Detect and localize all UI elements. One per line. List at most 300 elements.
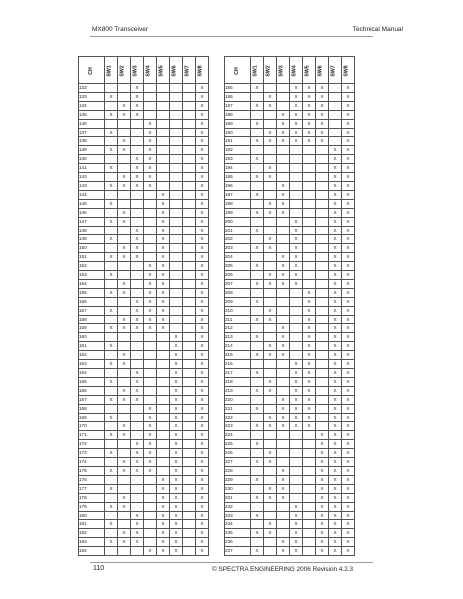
switch-cell-sw5: X: [303, 297, 316, 306]
channel-number: 223: [225, 422, 251, 431]
switch-cell-sw7: [183, 404, 196, 413]
switch-cell-sw3: X: [131, 520, 144, 529]
switch-cell-sw8: X: [342, 84, 355, 93]
switch-cell-sw5: X: [303, 395, 316, 404]
switch-cell-sw5: X: [303, 137, 316, 146]
column-header-label: SW6: [172, 64, 179, 77]
switch-cell-sw2: [118, 413, 131, 422]
switch-cell-sw7: [183, 101, 196, 110]
switch-cell-sw5: [303, 217, 316, 226]
switch-cell-sw2: X: [264, 315, 277, 324]
switch-cell-sw5: X: [303, 369, 316, 378]
switch-cell-sw5: X: [303, 306, 316, 315]
table-row: [79, 279, 209, 288]
switch-cell-sw2: [264, 84, 277, 93]
switch-cell-sw1: [251, 199, 264, 208]
switch-cell-sw1: [251, 128, 264, 137]
switch-cell-sw4: [144, 101, 157, 110]
switch-cell-sw8: X: [342, 529, 355, 538]
table-row: [79, 217, 209, 226]
switch-cell-sw4: X: [144, 137, 157, 146]
switch-cell-sw8: X: [342, 404, 355, 413]
switch-cell-sw4: X: [290, 271, 303, 280]
table-row: [225, 377, 355, 386]
switch-cell-sw4: [144, 502, 157, 511]
table-row: [225, 84, 355, 93]
column-header-sw3: [131, 57, 144, 84]
switch-cell-sw4: [144, 199, 157, 208]
switch-cell-sw6: [316, 360, 329, 369]
channel-number: 221: [225, 404, 251, 413]
switch-cell-sw8: X: [196, 244, 209, 253]
switch-cell-sw3: [131, 199, 144, 208]
switch-cell-sw7: X: [329, 226, 342, 235]
switch-cell-sw5: X: [157, 190, 170, 199]
switch-cell-sw5: [157, 173, 170, 182]
switch-cell-sw6: X: [316, 511, 329, 520]
switch-cell-sw5: X: [157, 315, 170, 324]
table-row: [79, 538, 209, 547]
switch-cell-sw8: X: [342, 226, 355, 235]
switch-cell-sw4: [290, 466, 303, 475]
switch-cell-sw6: [170, 235, 183, 244]
switch-cell-sw2: X: [264, 351, 277, 360]
channel-number: 159: [79, 324, 105, 333]
switch-cell-sw5: [157, 404, 170, 413]
switch-cell-sw1: [105, 422, 118, 431]
switch-cell-sw2: X: [264, 128, 277, 137]
switch-cell-sw1: X: [105, 466, 118, 475]
channel-number: 222: [225, 413, 251, 422]
switch-cell-sw6: [170, 208, 183, 217]
column-header-sw4: [144, 57, 157, 84]
table-row: [225, 181, 355, 190]
switch-cell-sw1: X: [105, 520, 118, 529]
switch-cell-sw6: X: [316, 538, 329, 547]
switch-cell-sw4: [290, 190, 303, 199]
switch-cell-sw7: X: [329, 404, 342, 413]
switch-cell-sw5: X: [303, 386, 316, 395]
switch-cell-sw1: [251, 271, 264, 280]
switch-cell-sw6: X: [170, 333, 183, 342]
switch-cell-sw3: X: [277, 404, 290, 413]
switch-cell-sw3: [277, 369, 290, 378]
switch-cell-sw6: [170, 164, 183, 173]
switch-cell-sw6: X: [170, 511, 183, 520]
table-row: [79, 155, 209, 164]
channel-number: 149: [79, 235, 105, 244]
table-row: [79, 493, 209, 502]
switch-cell-sw5: X: [157, 271, 170, 280]
switch-cell-sw5: X: [303, 288, 316, 297]
switch-cell-sw5: [303, 235, 316, 244]
switch-cell-sw7: X: [329, 440, 342, 449]
switch-cell-sw7: [183, 511, 196, 520]
switch-cell-sw7: [183, 119, 196, 128]
table-row: [79, 137, 209, 146]
switch-cell-sw8: X: [196, 128, 209, 137]
switch-cell-sw4: X: [144, 404, 157, 413]
switch-cell-sw4: X: [290, 502, 303, 511]
switch-cell-sw4: X: [290, 253, 303, 262]
switch-cell-sw4: [290, 431, 303, 440]
switch-cell-sw1: X: [105, 342, 118, 351]
switch-cell-sw1: X: [105, 110, 118, 119]
switch-cell-sw4: X: [144, 440, 157, 449]
switch-cell-sw7: [183, 253, 196, 262]
switch-cell-sw1: [105, 279, 118, 288]
switch-cell-sw8: X: [196, 208, 209, 217]
column-header-sw1: [251, 57, 264, 84]
switch-cell-sw3: X: [131, 244, 144, 253]
switch-cell-sw4: [290, 288, 303, 297]
table-row: [225, 449, 355, 458]
switch-cell-sw7: X: [329, 377, 342, 386]
column-header-sw8: [196, 57, 209, 84]
switch-cell-sw4: [144, 484, 157, 493]
switch-cell-sw1: [251, 324, 264, 333]
switch-cell-sw4: [290, 342, 303, 351]
switch-cell-sw7: [329, 128, 342, 137]
switch-cell-sw5: [303, 502, 316, 511]
switch-cell-sw7: [183, 217, 196, 226]
switch-cell-sw2: [118, 164, 131, 173]
switch-cell-sw8: X: [196, 315, 209, 324]
switch-cell-sw3: [277, 155, 290, 164]
switch-cell-sw6: [316, 422, 329, 431]
switch-cell-sw7: [329, 92, 342, 101]
channel-number: 132: [79, 84, 105, 93]
switch-cell-sw6: [170, 84, 183, 93]
table-row: [79, 164, 209, 173]
channel-number: 161: [79, 342, 105, 351]
switch-cell-sw5: [157, 377, 170, 386]
switch-cell-sw4: X: [144, 119, 157, 128]
switch-cell-sw5: [157, 369, 170, 378]
table-row: [225, 190, 355, 199]
switch-cell-sw6: [316, 288, 329, 297]
table-row: [79, 288, 209, 297]
switch-cell-sw7: X: [329, 386, 342, 395]
channel-number: 151: [79, 253, 105, 262]
column-header-label: SW3: [133, 64, 140, 77]
switch-cell-sw7: X: [329, 369, 342, 378]
switch-cell-sw4: [144, 386, 157, 395]
column-header-label: SW4: [292, 64, 299, 77]
table-row: [225, 520, 355, 529]
switch-cell-sw7: X: [329, 431, 342, 440]
switch-cell-sw3: X: [131, 529, 144, 538]
switch-cell-sw6: X: [170, 520, 183, 529]
switch-cell-sw5: X: [303, 110, 316, 119]
switch-cell-sw8: X: [196, 155, 209, 164]
switch-cell-sw2: X: [264, 386, 277, 395]
switch-cell-sw1: [251, 110, 264, 119]
switch-cell-sw1: X: [251, 226, 264, 235]
channel-number: 237: [225, 547, 251, 556]
switch-cell-sw1: [251, 146, 264, 155]
table-row: [79, 84, 209, 93]
switch-cell-sw4: X: [290, 413, 303, 422]
switch-cell-sw2: [264, 181, 277, 190]
switch-cell-sw2: [264, 538, 277, 547]
table-row: [225, 395, 355, 404]
switch-cell-sw7: [183, 529, 196, 538]
switch-cell-sw6: [316, 404, 329, 413]
switch-cell-sw8: X: [196, 333, 209, 342]
switch-cell-sw2: X: [118, 431, 131, 440]
switch-cell-sw8: X: [342, 146, 355, 155]
channel-number: 218: [225, 377, 251, 386]
switch-cell-sw1: [105, 547, 118, 556]
switch-cell-sw4: [144, 244, 157, 253]
channel-number: 205: [225, 262, 251, 271]
table-row: [79, 395, 209, 404]
switch-cell-sw1: [251, 217, 264, 226]
switch-cell-sw1: X: [251, 155, 264, 164]
switch-cell-sw1: X: [251, 404, 264, 413]
switch-cell-sw6: [316, 155, 329, 164]
table-row: [225, 413, 355, 422]
switch-cell-sw7: [183, 520, 196, 529]
switch-cell-sw5: X: [157, 262, 170, 271]
switch-cell-sw1: [105, 262, 118, 271]
switch-cell-sw5: [157, 449, 170, 458]
switch-cell-sw2: X: [118, 110, 131, 119]
switch-cell-sw5: X: [303, 413, 316, 422]
switch-cell-sw5: [303, 244, 316, 253]
switch-cell-sw4: [144, 92, 157, 101]
switch-cell-sw3: X: [131, 377, 144, 386]
switch-cell-sw6: X: [170, 547, 183, 556]
table-row: [79, 190, 209, 199]
switch-cell-sw7: X: [329, 449, 342, 458]
document-title: MX800 Transceiver: [92, 26, 148, 33]
switch-cell-sw7: X: [329, 279, 342, 288]
switch-cell-sw5: [303, 520, 316, 529]
switch-cell-sw2: X: [264, 422, 277, 431]
switch-cell-sw1: X: [251, 475, 264, 484]
switch-cell-sw7: X: [329, 315, 342, 324]
switch-cell-sw4: X: [144, 413, 157, 422]
switch-cell-sw4: X: [144, 279, 157, 288]
switch-cell-sw6: X: [170, 377, 183, 386]
switch-cell-sw3: X: [131, 253, 144, 262]
switch-cell-sw3: X: [131, 235, 144, 244]
switch-cell-sw2: X: [264, 377, 277, 386]
switch-cell-sw6: X: [170, 369, 183, 378]
switch-cell-sw8: X: [342, 520, 355, 529]
switch-cell-sw6: [316, 315, 329, 324]
switch-cell-sw3: X: [131, 173, 144, 182]
switch-cell-sw4: X: [144, 288, 157, 297]
table-row: [225, 422, 355, 431]
switch-cell-sw1: [251, 164, 264, 173]
switch-cell-sw2: [264, 226, 277, 235]
table-row: [79, 235, 209, 244]
table-row: [79, 244, 209, 253]
channel-number: 167: [79, 395, 105, 404]
switch-cell-sw2: X: [264, 137, 277, 146]
switch-cell-sw5: [303, 458, 316, 467]
switch-cell-sw4: X: [290, 538, 303, 547]
switch-cell-sw6: [316, 146, 329, 155]
switch-cell-sw4: X: [144, 449, 157, 458]
switch-cell-sw1: [105, 155, 118, 164]
switch-cell-sw4: [290, 146, 303, 155]
switch-cell-sw3: [131, 422, 144, 431]
switch-cell-sw4: X: [144, 128, 157, 137]
switch-cell-sw3: [131, 547, 144, 556]
switch-cell-sw3: [131, 208, 144, 217]
switch-cell-sw8: X: [196, 547, 209, 556]
switch-cell-sw2: X: [264, 413, 277, 422]
switch-cell-sw6: X: [170, 493, 183, 502]
table-row: [79, 386, 209, 395]
channel-number: 190: [225, 128, 251, 137]
switch-cell-sw8: X: [342, 484, 355, 493]
switch-cell-sw7: [183, 306, 196, 315]
switch-cell-sw5: [157, 137, 170, 146]
switch-cell-sw3: X: [277, 475, 290, 484]
channel-number: 217: [225, 369, 251, 378]
switch-cell-sw1: X: [105, 484, 118, 493]
switch-cell-sw6: [316, 217, 329, 226]
switch-cell-sw5: [303, 164, 316, 173]
switch-cell-sw3: [131, 342, 144, 351]
table-row: [225, 199, 355, 208]
switch-cell-sw8: X: [196, 422, 209, 431]
table-row: [79, 342, 209, 351]
switch-cell-sw7: [183, 422, 196, 431]
switch-cell-sw7: X: [329, 262, 342, 271]
channel-number: 156: [79, 297, 105, 306]
table-row: [225, 431, 355, 440]
switch-cell-sw6: [316, 395, 329, 404]
column-header-sw8: [342, 57, 355, 84]
switch-cell-sw7: [183, 315, 196, 324]
switch-cell-sw3: [277, 92, 290, 101]
switch-cell-sw8: X: [342, 101, 355, 110]
switch-cell-sw6: X: [316, 484, 329, 493]
switch-cell-sw6: [316, 208, 329, 217]
switch-cell-sw8: X: [342, 324, 355, 333]
switch-cell-sw1: X: [251, 137, 264, 146]
switch-cell-sw4: X: [144, 164, 157, 173]
switch-cell-sw5: [157, 386, 170, 395]
switch-cell-sw8: X: [196, 413, 209, 422]
switch-cell-sw7: X: [329, 155, 342, 164]
switch-cell-sw8: X: [196, 395, 209, 404]
table-row: [225, 217, 355, 226]
switch-cell-sw5: X: [157, 199, 170, 208]
switch-cell-sw1: X: [105, 235, 118, 244]
switch-cell-sw4: X: [290, 110, 303, 119]
channel-number: 230: [225, 484, 251, 493]
switch-cell-sw1: [105, 458, 118, 467]
switch-cell-sw7: X: [329, 422, 342, 431]
switch-cell-sw2: X: [118, 181, 131, 190]
column-header-ch: [79, 57, 105, 84]
switch-cell-sw7: [183, 288, 196, 297]
switch-cell-sw8: X: [342, 395, 355, 404]
switch-cell-sw3: X: [277, 271, 290, 280]
column-header-sw5: [157, 57, 170, 84]
switch-cell-sw1: X: [105, 377, 118, 386]
switch-cell-sw8: X: [342, 155, 355, 164]
channel-number: 133: [79, 92, 105, 101]
switch-cell-sw8: X: [342, 369, 355, 378]
switch-cell-sw2: [264, 333, 277, 342]
switch-cell-sw6: [316, 226, 329, 235]
table-row: [79, 520, 209, 529]
switch-cell-sw1: X: [251, 208, 264, 217]
switch-cell-sw7: [329, 101, 342, 110]
channel-number: 162: [79, 351, 105, 360]
switch-cell-sw7: X: [329, 360, 342, 369]
switch-cell-sw7: [183, 484, 196, 493]
switch-cell-sw1: X: [251, 315, 264, 324]
switch-cell-sw4: X: [290, 137, 303, 146]
table-row: [79, 466, 209, 475]
switch-cell-sw3: [277, 315, 290, 324]
table-row: [79, 146, 209, 155]
channel-number: 166: [79, 386, 105, 395]
switch-cell-sw1: [105, 369, 118, 378]
table-row: [225, 404, 355, 413]
switch-cell-sw2: X: [264, 342, 277, 351]
switch-cell-sw6: [170, 262, 183, 271]
channel-number: 212: [225, 324, 251, 333]
channel-number: 196: [225, 181, 251, 190]
switch-cell-sw4: X: [144, 155, 157, 164]
switch-cell-sw7: X: [329, 342, 342, 351]
switch-cell-sw8: X: [342, 342, 355, 351]
switch-cell-sw3: [277, 288, 290, 297]
switch-cell-sw5: [303, 262, 316, 271]
table-row: [225, 235, 355, 244]
switch-cell-sw6: X: [316, 502, 329, 511]
switch-cell-sw3: [131, 502, 144, 511]
switch-cell-sw7: X: [329, 297, 342, 306]
switch-cell-sw4: X: [290, 262, 303, 271]
switch-cell-sw8: X: [196, 529, 209, 538]
table-row: [225, 351, 355, 360]
switch-cell-sw3: X: [131, 164, 144, 173]
switch-cell-sw4: [290, 440, 303, 449]
switch-cell-sw6: X: [170, 351, 183, 360]
switch-cell-sw4: [144, 217, 157, 226]
channel-number: 136: [79, 119, 105, 128]
channel-number: 224: [225, 431, 251, 440]
table-row: [225, 271, 355, 280]
switch-cell-sw5: [157, 466, 170, 475]
switch-cell-sw3: [131, 351, 144, 360]
switch-cell-sw6: [316, 164, 329, 173]
switch-cell-sw8: X: [196, 386, 209, 395]
table-row: [79, 324, 209, 333]
switch-cell-sw5: [303, 475, 316, 484]
column-header-label: SW7: [331, 64, 338, 77]
switch-cell-sw5: [303, 181, 316, 190]
switch-cell-sw5: [157, 101, 170, 110]
table-row: [225, 146, 355, 155]
table-row: [225, 92, 355, 101]
switch-cell-sw6: X: [316, 493, 329, 502]
table-row: [79, 458, 209, 467]
switch-cell-sw5: X: [303, 404, 316, 413]
switch-cell-sw4: X: [290, 279, 303, 288]
